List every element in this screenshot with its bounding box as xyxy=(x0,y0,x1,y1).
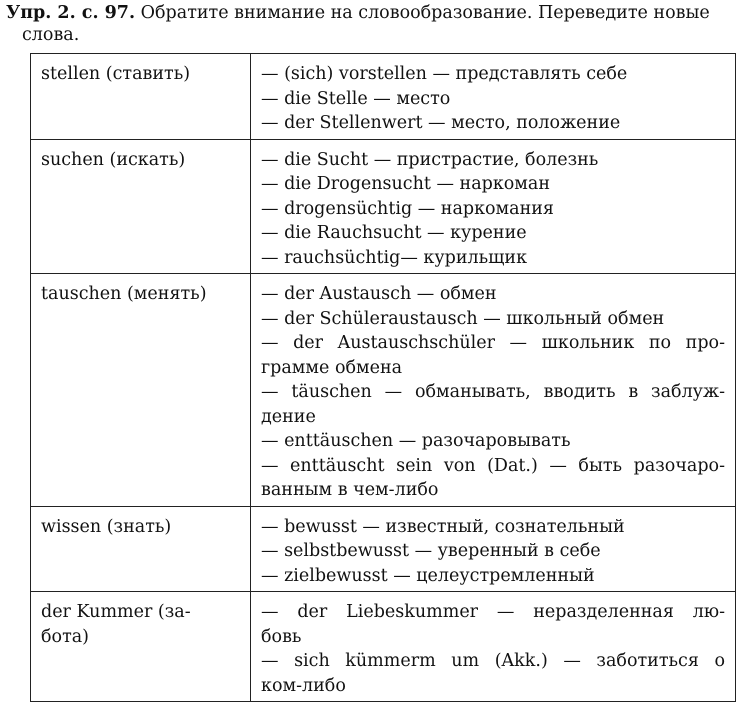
table-row-tauschen xyxy=(31,274,736,507)
derivative-item-continued: ком-либо xyxy=(261,675,346,696)
derivative-item: — der Liebeskummer — неразделенная лю- xyxy=(261,602,725,622)
table-row-kummer xyxy=(31,592,736,702)
root-word: stellen (ставить) xyxy=(41,64,191,84)
derivative-item: — die Stelle — место xyxy=(261,88,451,109)
derivatives-cell xyxy=(251,506,736,592)
derivative-item-continued: бовь xyxy=(261,626,302,647)
derivative-item-continued: грамме обмена xyxy=(261,357,403,378)
derivative-item: — die Rauchsucht — курение xyxy=(261,223,527,243)
root-word-cell xyxy=(31,274,251,507)
derivative-item: — enttäuschen — разочаровывать xyxy=(261,431,571,451)
derivatives-cell xyxy=(251,54,736,140)
heading-line-1 xyxy=(6,2,741,24)
root-word: suchen (искать) xyxy=(41,149,186,170)
derivative-item: — drogensüchtig — наркомания xyxy=(261,198,554,219)
table-row-wissen xyxy=(31,506,736,592)
root-word: wissen (знать) xyxy=(41,516,172,537)
derivatives-cell xyxy=(251,139,736,274)
derivative-item: — sich kümmerm um (Akk.) — заботиться о xyxy=(261,651,725,671)
exercise-instruction-continued: слова. xyxy=(22,25,80,45)
table-row-stellen xyxy=(31,54,736,140)
exercise-heading xyxy=(6,2,741,46)
derivative-item-continued: ванным в чем-либо xyxy=(261,480,439,500)
derivative-item: — die Drogensucht — наркоман xyxy=(261,174,551,194)
derivative-item: — zielbewusst — целеустремленный xyxy=(261,565,595,586)
derivatives-cell xyxy=(251,592,736,702)
derivative-item: — selbstbewusst — уверенный в себе xyxy=(261,541,601,561)
exercise-instruction: Обратите внимание на словообразование. Переведите новые xyxy=(140,3,710,23)
derivative-item: — enttäuscht sein von (Dat.) — быть разочаро- xyxy=(261,455,725,476)
derivative-item: — der Schüleraustausch — школьный обмен xyxy=(261,308,665,329)
exercise-label: Упр. 2. с. 97. xyxy=(6,3,136,23)
root-word-cell xyxy=(31,54,251,140)
derivative-item: — rauchsüchtig— курильщик xyxy=(261,247,528,268)
word-formation-table xyxy=(30,53,736,702)
root-word-cell xyxy=(31,139,251,274)
derivative-item: — der Stellenwert — место, положение xyxy=(261,113,621,133)
derivative-item: — die Sucht — пристрастие, болезнь xyxy=(261,149,599,170)
derivative-item-continued: дение xyxy=(261,406,316,427)
table-row-suchen xyxy=(31,139,736,274)
derivative-item: — täuschen — обманывать, вводить в заблуж- xyxy=(261,382,725,402)
derivative-item: — der Austauschschüler — школьник по про- xyxy=(261,333,725,353)
root-word-continued: бота) xyxy=(41,626,90,647)
derivatives-cell xyxy=(251,274,736,507)
root-word: tauschen (менять) xyxy=(41,284,207,304)
root-word: der Kummer (за- xyxy=(41,602,191,622)
root-word-cell xyxy=(31,506,251,592)
root-word-cell xyxy=(31,592,251,702)
derivative-item: — (sich) vorstellen — представлять себе xyxy=(261,64,628,84)
derivative-item: — der Austausch — обмен xyxy=(261,284,497,304)
derivative-item: — bewusst — известный, сознательный xyxy=(261,516,625,537)
